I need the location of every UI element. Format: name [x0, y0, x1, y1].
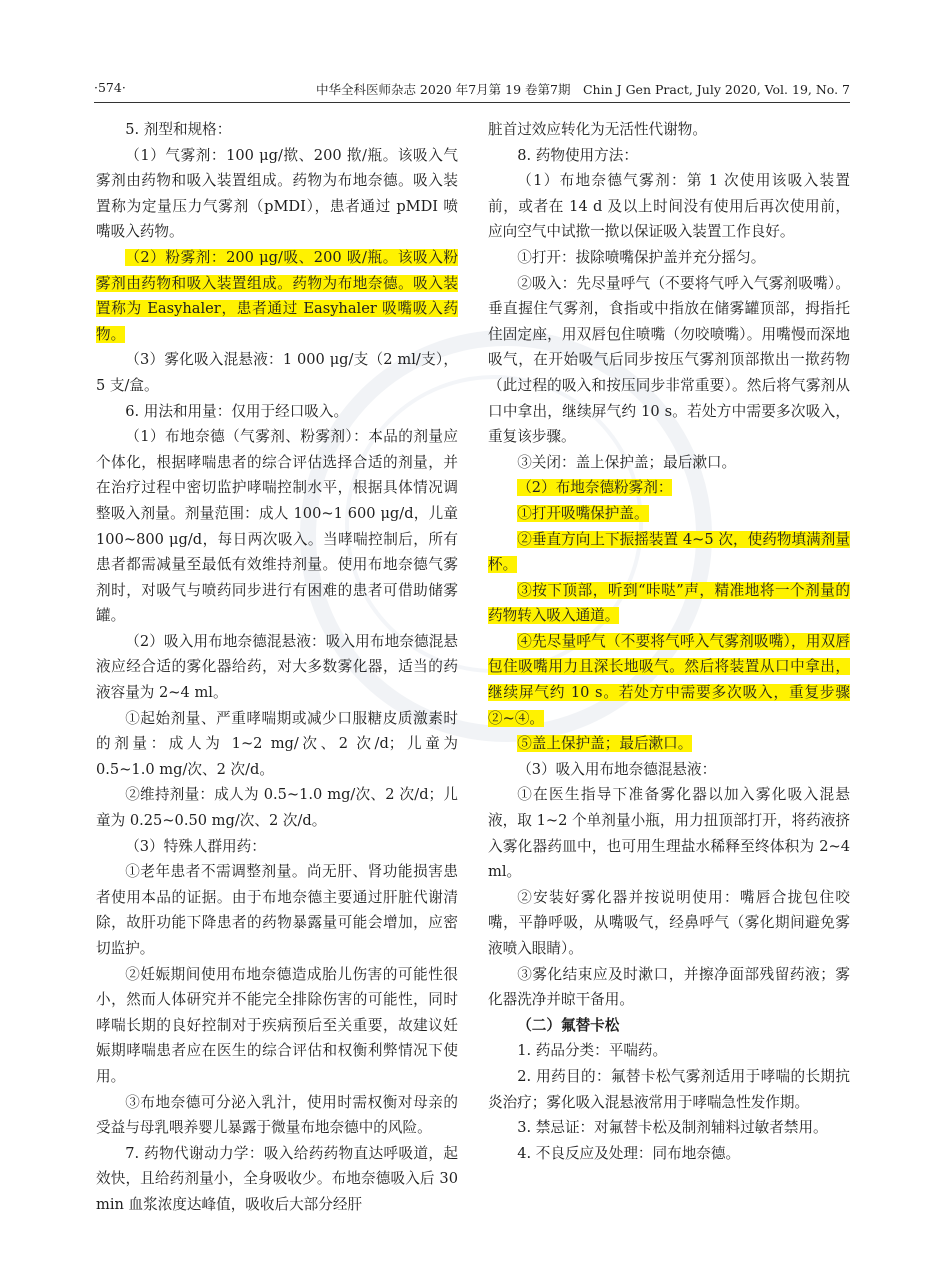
highlighted-paragraph: [488, 475, 850, 501]
right-column: [488, 117, 850, 1166]
paragraph: ①打开：拔除喷嘴保护盖并充分摇匀。: [517, 248, 766, 266]
paragraph: ②妊娠期间使用布地奈德造成胎儿伤害的可能性很小，然而人体研究并不能完全排除伤害的可能性，同时哮喘长期的良好控制对于疾病预后至关重要，故建议妊娠期哮喘患者应在医生的综合评估和权衡利弊情况下使用。: [96, 965, 458, 1085]
paragraph: 3. 禁忌证：对氟替卡松及制剂辅料过敏者禁用。: [517, 1119, 828, 1137]
paragraph: 脏首过效应转化为无活性代谢物。: [488, 121, 707, 138]
highlight: ①打开吸嘴保护盖。: [517, 504, 649, 522]
paragraph: ①起始剂量、严重哮喘期或减少口服糖皮质激素时的剂量：成人为 1~2 mg/次、2 次/d；儿童为 0.5~1.0 mg/次、2 次/d。: [96, 709, 458, 778]
paragraph: （3）吸入用布地奈德混悬液：: [517, 760, 717, 778]
paragraph: （3）雾化吸入混悬液：1 000 μg/支（2 ml/支），5 支/盒。: [96, 351, 458, 394]
section-heading: 6. 用法和用量：仅用于经口吸入。: [125, 402, 349, 420]
paragraph: ③雾化结束应及时漱口，并擦净面部残留药液；雾化器洗净并晾干备用。: [488, 965, 850, 1009]
paragraph: （1）布地奈德气雾剂：第 1 次使用该吸入装置前，或者在 14 d 及以上时间没有使用后再次使用前，应向空气中试揿一揿以保证吸入装置工作良好。: [488, 172, 850, 241]
paragraph: 1. 药品分类：平喘药。: [517, 1042, 668, 1060]
section-heading: 7. 药物代谢动力学：吸入给药药物直达呼吸道，起效快，且给药剂量小，全身吸收少。布地奈德吸入后 30 min 血浆浓度达峰值，吸收后大部分经肝: [96, 1144, 458, 1213]
highlight: ③按下顶部，听到“咔哒”声，精准地将一个剂量的药物转入吸入通道。: [488, 581, 850, 625]
highlight: （2）布地奈德粉雾剂：: [517, 479, 673, 497]
paragraph: ③关闭：盖上保护盖；最后漱口。: [517, 453, 737, 471]
highlighted-paragraph: [488, 527, 850, 578]
highlight: （2）粉雾剂：200 μg/吸、200 吸/瓶。该吸入粉雾剂由药物和吸入装置组成。药物为布地奈德。吸入装置称为 Easyhaler，患者通过 Easyhaler 吸嘴吸入药物。: [96, 248, 458, 343]
section-heading: 5. 剂型和规格：: [125, 121, 232, 138]
paragraph: 2. 用药目的：氟替卡松气雾剂适用于哮喘的长期抗炎治疗；雾化吸入混悬液常用于哮喘急性发作期。: [488, 1067, 850, 1111]
paragraph: （3）特殊人群用药：: [125, 837, 266, 855]
paragraph: ②安装好雾化器并按说明使用：嘴唇合拢包住咬嘴，平静呼吸，从嘴吸气，经鼻呼气（雾化期间避免雾液喷入眼睛）。: [488, 888, 850, 957]
paragraph: （2）吸入用布地奈德混悬液：吸入用布地奈德混悬液应经合适的雾化器给药，对大多数雾化器，适当的药液容量为 2~4 ml。: [96, 632, 458, 702]
highlighted-paragraph: [488, 629, 850, 731]
paragraph: ③布地奈德可分泌入乳汁，使用时需权衡对母亲的受益与母乳喂养婴儿暴露于微量布地奈德中的风险。: [96, 1093, 458, 1137]
highlighted-paragraph: [488, 731, 850, 757]
highlighted-paragraph: [96, 245, 458, 347]
highlight: ②垂直方向上下振摇装置 4~5 次，使药物填满剂量杯。: [488, 530, 850, 574]
paragraph: （1）气雾剂：100 μg/揿、200 揿/瓶。该吸入气雾剂由药物和吸入装置组成。药物为布地奈德。吸入装置称为定量压力气雾剂（pMDI），患者通过 pMDI 喷嘴吸入药物。: [96, 146, 458, 241]
paragraph: 4. 不良反应及处理：同布地奈德。: [517, 1144, 741, 1162]
highlight: ④先尽量呼气（不要将气呼入气雾剂吸嘴），用双唇包住吸嘴用力且深长地吸气。然后将装置从口中拿出，继续屏气约 10 s。若处方中需要多次吸入，重复步骤②~④。: [488, 632, 850, 727]
paragraph: ②维持剂量：成人为 0.5~1.0 mg/次、2 次/d；儿童为 0.25~0.50 mg/次、2 次/d。: [96, 786, 458, 830]
paragraph: （1）布地奈德（气雾剂、粉雾剂）：本品的剂量应个体化，根据哮喘患者的综合评估选择合适的剂量，并在治疗过程中密切监护哮喘控制水平，根据具体情况调整吸入剂量。剂量范围：成人 100~1 600 μg/d，儿童 100~800 μg/d，每日两次吸入。当哮喘控制后，所有患者都需减量至最低有效维持剂量。使用布地奈德气雾剂时，对吸气与喷药同步进行有困难的患者可借助储雾罐。: [96, 428, 458, 625]
paragraph: ②吸入：先尽量呼气（不要将气呼入气雾剂吸嘴）。垂直握住气雾剂，食指或中指放在储雾罐顶部，拇指托住固定座，用双唇包住喷嘴（勿咬喷嘴）。用嘴慢而深地吸气，在开始吸气后同步按压气雾剂顶部揿出一揿药物（此过程的吸入和按压同步非常重要）。然后将气雾剂从口中拿出，继续屏气约 10 s。若处方中需要多次吸入，重复该步骤。: [488, 274, 850, 446]
journal-citation: 中华全科医师杂志 2020 年7月第 19 卷第7期 Chin J Gen Pract, July 2020, Vol. 19, No. 7: [315, 82, 850, 97]
paragraph: ①在医生指导下准备雾化器以加入雾化吸入混悬液，取 1~2 个单剂量小瓶，用力扭顶部打开，将药液挤入雾化器药皿中，也可用生理盐水稀释至终体积为 2~4 ml。: [488, 786, 850, 881]
paragraph: ①老年患者不需调整剂量。尚无肝、肾功能损害患者使用本品的证据。由于布地奈德主要通过肝脏代谢清除，故肝功能下降患者的药物暴露量可能会增加，应密切监护。: [96, 863, 458, 957]
subsection-heading: （二）氟替卡松: [517, 1016, 620, 1034]
highlighted-paragraph: [488, 501, 850, 527]
page-number: ·574·: [94, 80, 126, 95]
section-heading: 8. 药物使用方法：: [517, 146, 638, 164]
running-header: [94, 76, 850, 103]
left-column: [96, 117, 458, 1218]
highlight: ⑤盖上保护盖；最后漱口。: [517, 735, 693, 753]
highlighted-paragraph: [488, 578, 850, 629]
